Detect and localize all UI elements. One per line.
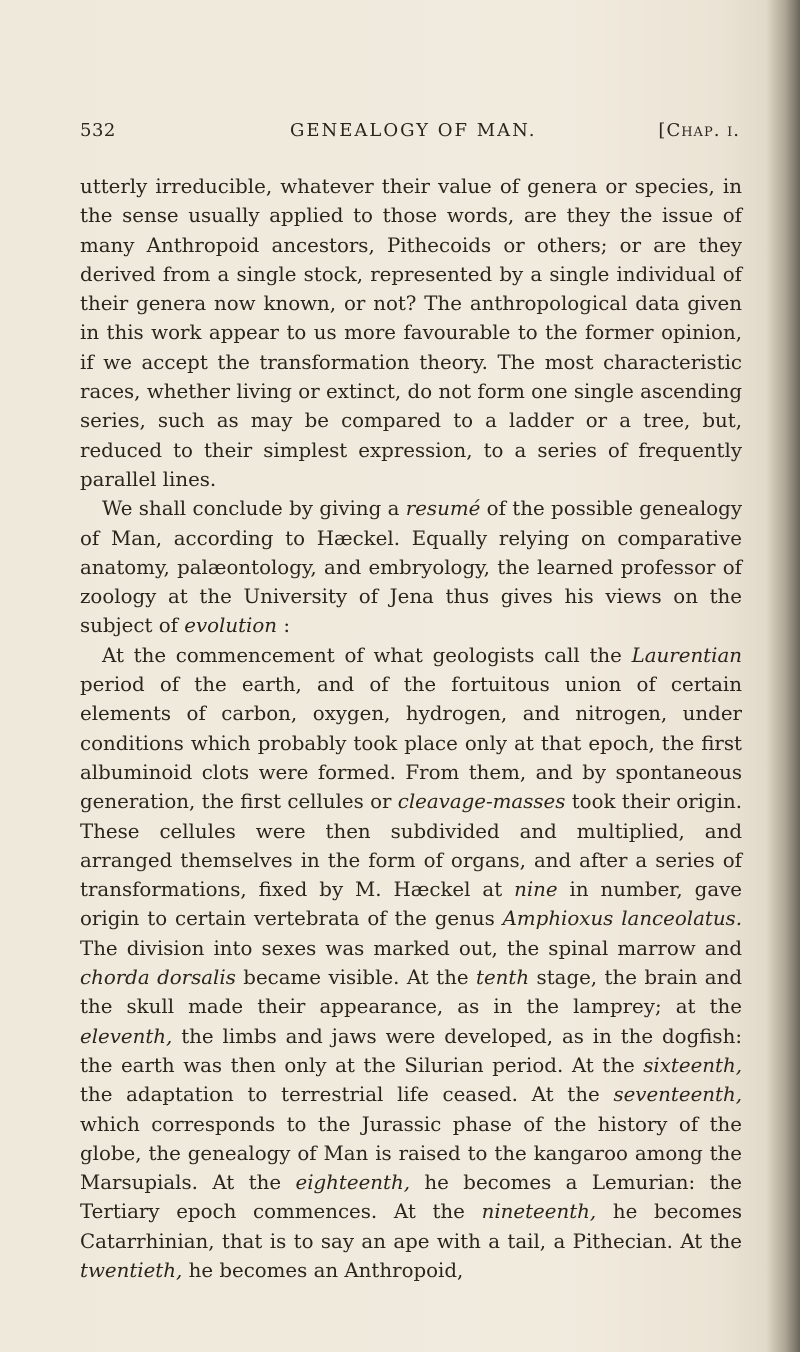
italic-term: nine bbox=[514, 878, 558, 902]
italic-term: chorda dorsalis bbox=[80, 966, 236, 990]
italic-term: Laurentian bbox=[631, 643, 742, 667]
text-run: took their origin. These cellules were then subdivided and multiplied, and arranged themselves in the form of organs, and after a series of transformations, fixed by M. Hæckel at bbox=[80, 790, 742, 902]
text-run: period of the earth, and of the fortuitous union of certain elements of carbon, oxygen, hydrogen, and nitrogen, under conditions which probably took place only at that epoch, the first albuminoid clots were formed. From them, and by spontaneous generation, the first cellules or bbox=[80, 673, 742, 814]
italic-term: Amphioxus lanceolatus. bbox=[502, 907, 742, 931]
text-run: of the possible genealogy of Man, according to Hæckel. Equally relying on comparative anatomy, palæontology, and embryology, the learned professor of zoology at the University of Jena thus gives his views on the subject of bbox=[80, 497, 742, 638]
text-run: in number, gave origin to certain vertebrata of the genus bbox=[80, 878, 742, 931]
paragraph bbox=[80, 494, 742, 640]
italic-term: evolution bbox=[184, 614, 278, 638]
text-run: The division into sexes was marked out, the spinal marrow and bbox=[80, 936, 742, 960]
text-run: he becomes an Anthropoid, bbox=[182, 1258, 464, 1282]
text-run: the adaptation to terrestrial life ceased. At the bbox=[80, 1083, 614, 1107]
italic-term: cleavage-masses bbox=[397, 790, 566, 814]
text-run: the limbs and jaws were developed, as in the dogfish: the earth was then only at the Silurian period. At the bbox=[80, 1024, 742, 1077]
italic-term: twentieth, bbox=[80, 1258, 183, 1282]
body-text bbox=[80, 172, 742, 1285]
italic-term: nineteenth, bbox=[481, 1200, 597, 1224]
text-run: he becomes Catarrhinian, that is to say an ape with a tail, a Pithecian. At the bbox=[80, 1200, 742, 1253]
text-run: which corresponds to the Jurassic phase of the history of the globe, the genealogy of Man is raised to the kangaroo among the Marsupials. At the bbox=[80, 1112, 742, 1195]
text-run: he becomes a Lemurian: the Tertiary epoch commences. At the bbox=[80, 1171, 743, 1224]
text-run: At the commencement of what geologists call the bbox=[102, 643, 632, 667]
italic-term: seventeenth, bbox=[613, 1083, 742, 1107]
italic-term: resumé bbox=[405, 497, 481, 521]
page-number: 532 bbox=[80, 120, 116, 141]
italic-term: sixteenth, bbox=[643, 1053, 742, 1077]
paragraph bbox=[80, 172, 742, 494]
text-run: utterly irreducible, whatever their value of genera or species, in the sense usually applied to those words, are they the issue of many Anthropoid ancestors, Pithecoids or others; or are they derived from a single stock, represented by a single individual of their genera now known, or not? The anthropological data given in this work appear to us more favourable to the former opinion, if we accept the transformation theory. The most characteristic races, whether living or extinct, do not form one single ascending series, such as may be compared to a ladder or a tree, but, reduced to their simplest expression, to a series of frequently parallel lines. bbox=[80, 175, 742, 491]
chapter-marker: [Chap. i. bbox=[658, 120, 740, 141]
italic-term: eleventh, bbox=[80, 1024, 173, 1048]
running-title: GENEALOGY OF MAN. bbox=[290, 120, 537, 141]
running-header bbox=[80, 116, 740, 146]
page-edge-shadow bbox=[766, 0, 800, 1352]
text-run: We shall conclude by giving a bbox=[102, 497, 406, 521]
italic-term: eighteenth, bbox=[295, 1171, 410, 1195]
text-run: became visible. At the bbox=[235, 966, 477, 990]
italic-term: tenth bbox=[476, 966, 530, 990]
text-run: : bbox=[277, 614, 290, 638]
paragraph bbox=[80, 641, 742, 1286]
text-run: stage, the brain and the skull made their appearance, as in the lamprey; at the bbox=[80, 966, 742, 1019]
